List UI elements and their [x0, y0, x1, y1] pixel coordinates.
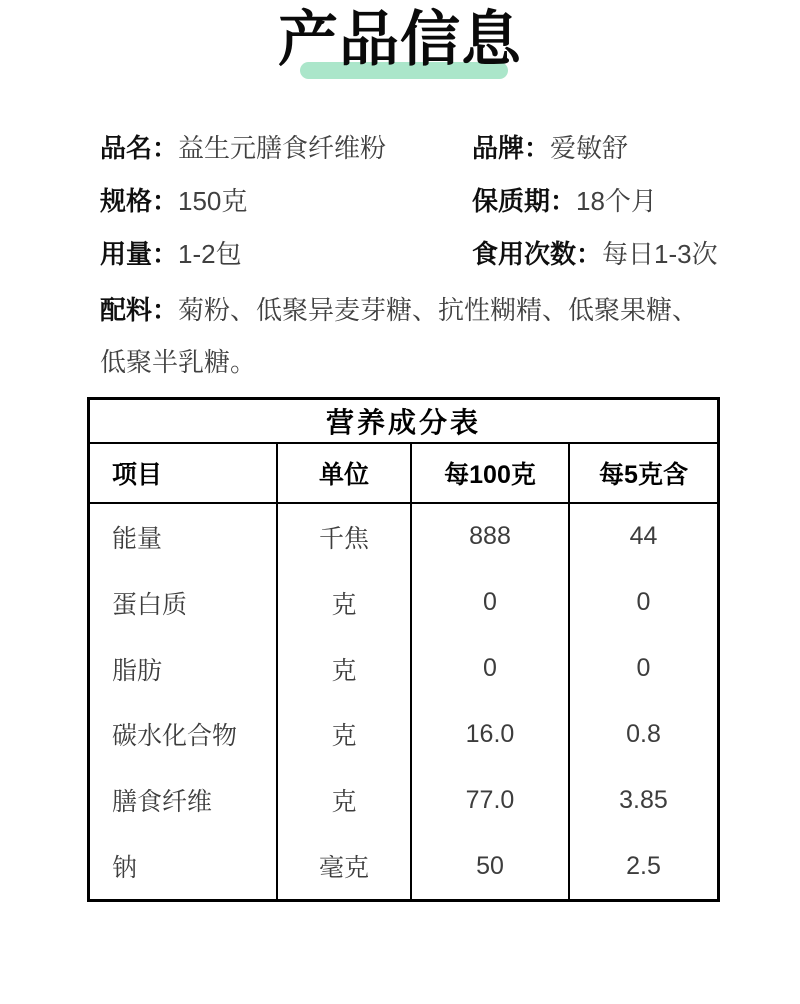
column-header-unit: 单位	[278, 444, 412, 502]
cell-unit: 千焦	[278, 504, 412, 570]
cell-per5g: 0.8	[626, 719, 661, 748]
cell-per100g: 50	[412, 833, 570, 899]
nutrition-table-body	[90, 504, 717, 899]
field-value: 150克	[178, 186, 248, 216]
ingredients-value: 菊粉、低聚异麦芽糖、抗性糊精、低聚果糖、低聚半乳糖。	[100, 295, 699, 377]
cell-unit: 毫克	[278, 833, 412, 899]
title-block	[0, 6, 800, 74]
cell-per100g: 0	[412, 636, 570, 702]
cell-item: 脂肪	[90, 636, 278, 702]
nutrition-table	[87, 397, 720, 902]
table-row-protein	[90, 570, 717, 636]
field-label: 品牌：	[472, 133, 551, 163]
table-row-fat	[90, 636, 717, 702]
ingredients-label: 配料：	[100, 295, 179, 325]
column-header-per5g: 每5克含	[599, 461, 688, 489]
cell-per5g: 2.5	[626, 851, 661, 880]
field-value: 爱敏舒	[550, 133, 629, 163]
cell-per5g: 3.85	[619, 785, 668, 814]
field-value: 益生元膳食纤维粉	[178, 133, 387, 163]
cell-per5g: 44	[629, 522, 658, 551]
cell-item: 能量	[90, 504, 278, 570]
cell-unit: 克	[278, 701, 412, 767]
nutrition-table-title: 营养成分表	[90, 400, 717, 444]
cell-item: 钠	[90, 833, 278, 899]
field-spec	[100, 186, 247, 216]
cell-per100g: 0	[412, 570, 570, 636]
ingredients-paragraph	[100, 284, 704, 388]
cell-unit: 克	[278, 570, 412, 636]
column-header-per100g: 每100克	[412, 444, 570, 502]
field-value: 每日1-3次	[602, 239, 718, 269]
field-label: 品名：	[100, 133, 179, 163]
field-product-name	[100, 133, 386, 163]
cell-unit: 克	[278, 636, 412, 702]
cell-per100g: 16.0	[412, 701, 570, 767]
field-dosage	[100, 239, 242, 269]
field-brand	[472, 133, 628, 163]
cell-item: 碳水化合物	[90, 701, 278, 767]
field-label: 保质期：	[472, 186, 577, 216]
cell-per5g: 0	[636, 588, 651, 617]
table-row-dietary-fiber	[90, 767, 717, 833]
field-label: 用量：	[100, 239, 179, 269]
cell-item: 蛋白质	[90, 570, 278, 636]
field-value: 18个月	[576, 186, 657, 216]
table-row-energy	[90, 504, 717, 570]
nutrition-table-header-row	[90, 444, 717, 504]
field-shelf-life	[472, 186, 657, 216]
cell-per100g: 888	[412, 504, 570, 570]
field-value: 1-2包	[178, 239, 242, 269]
cell-item: 膳食纤维	[90, 767, 278, 833]
field-label: 规格：	[100, 186, 179, 216]
field-frequency	[472, 239, 718, 269]
page-title: 产品信息	[278, 6, 522, 73]
cell-per5g: 0	[636, 654, 651, 683]
table-row-carbohydrate	[90, 701, 717, 767]
cell-per100g: 77.0	[412, 767, 570, 833]
field-label: 食用次数：	[472, 239, 603, 269]
table-row-sodium	[90, 833, 717, 899]
column-header-item: 项目	[90, 444, 278, 502]
cell-unit: 克	[278, 767, 412, 833]
